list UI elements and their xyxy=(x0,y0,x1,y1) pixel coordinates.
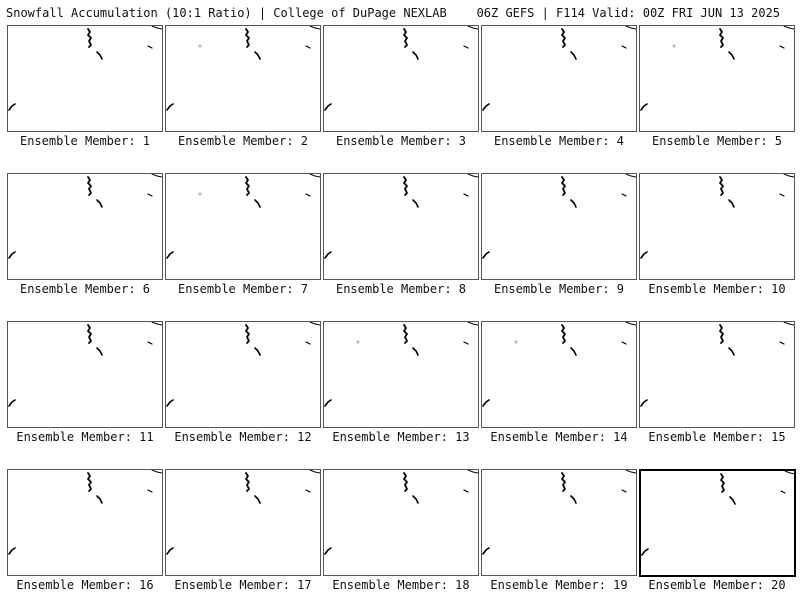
map-svg xyxy=(482,174,636,279)
coastline-corner-fragment xyxy=(152,470,162,473)
coastline-north-fragment xyxy=(246,473,249,491)
map-frame[interactable] xyxy=(323,469,479,576)
coastline-southwest-fragment xyxy=(642,549,648,555)
page-title: Snowfall Accumulation (10:1 Ratio) | College of DuPage NEXLAB xyxy=(6,6,447,20)
coastline-east-fragment xyxy=(780,46,784,48)
ensemble-member-label: Ensemble Member: 2 xyxy=(177,134,309,148)
map-svg xyxy=(166,174,320,279)
coastline-center-fragment xyxy=(255,52,260,59)
map-frame[interactable] xyxy=(165,469,321,576)
coastline-corner-fragment xyxy=(310,322,320,325)
map-svg xyxy=(166,26,320,131)
map-frame[interactable] xyxy=(323,25,479,132)
map-frame[interactable] xyxy=(481,25,637,132)
map-frame[interactable] xyxy=(639,469,796,577)
ensemble-panel-10[interactable] xyxy=(639,173,797,309)
coastline-corner-fragment xyxy=(468,470,478,473)
coastline-north-fragment xyxy=(721,474,724,492)
ensemble-member-label: Ensemble Member: 10 xyxy=(648,282,786,296)
faint-snowfall-marker xyxy=(198,192,202,196)
faint-snowfall-marker xyxy=(198,44,202,48)
coastline-north-fragment xyxy=(246,177,249,195)
ensemble-member-label: Ensemble Member: 19 xyxy=(490,578,628,592)
coastline-north-fragment xyxy=(720,325,723,343)
coastline-corner-fragment xyxy=(468,322,478,325)
ensemble-member-label: Ensemble Member: 17 xyxy=(174,578,312,592)
coastline-corner-fragment xyxy=(152,174,162,177)
coastline-east-fragment xyxy=(148,342,152,344)
ensemble-panel-18[interactable] xyxy=(323,469,481,605)
coastline-corner-fragment xyxy=(784,26,794,29)
coastline-center-fragment xyxy=(571,348,576,355)
coastline-east-fragment xyxy=(464,46,468,48)
coastline-corner-fragment xyxy=(152,322,162,325)
coastline-center-fragment xyxy=(413,348,418,355)
coastline-center-fragment xyxy=(413,496,418,503)
ensemble-member-label: Ensemble Member: 3 xyxy=(335,134,467,148)
coastline-southwest-fragment xyxy=(325,548,331,554)
map-svg xyxy=(8,174,162,279)
coastline-east-fragment xyxy=(148,46,152,48)
map-frame[interactable] xyxy=(7,173,163,280)
map-frame[interactable] xyxy=(165,173,321,280)
ensemble-member-label: Ensemble Member: 20 xyxy=(648,578,786,592)
ensemble-panel-11[interactable] xyxy=(7,321,165,457)
coastline-center-fragment xyxy=(571,52,576,59)
map-svg xyxy=(482,322,636,427)
ensemble-member-label: Ensemble Member: 14 xyxy=(490,430,628,444)
ensemble-panel-8[interactable] xyxy=(323,173,481,309)
map-svg xyxy=(166,322,320,427)
coastline-southwest-fragment xyxy=(325,252,331,258)
coastline-corner-fragment xyxy=(152,26,162,29)
faint-snowfall-marker xyxy=(356,340,360,344)
ensemble-member-label: Ensemble Member: 15 xyxy=(648,430,786,444)
coastline-corner-fragment xyxy=(626,470,636,473)
coastline-north-fragment xyxy=(404,473,407,491)
map-svg xyxy=(324,470,478,575)
coastline-north-fragment xyxy=(562,29,565,47)
ensemble-panel-2[interactable] xyxy=(165,25,323,161)
ensemble-member-label: Ensemble Member: 6 xyxy=(19,282,151,296)
coastline-north-fragment xyxy=(562,473,565,491)
ensemble-panel-15[interactable] xyxy=(639,321,797,457)
coastline-north-fragment xyxy=(404,29,407,47)
coastline-southwest-fragment xyxy=(641,104,647,110)
coastline-north-fragment xyxy=(246,29,249,47)
ensemble-member-label: Ensemble Member: 1 xyxy=(19,134,151,148)
map-svg xyxy=(640,26,794,131)
coastline-east-fragment xyxy=(781,491,785,493)
coastline-center-fragment xyxy=(255,496,260,503)
coastline-east-fragment xyxy=(780,194,784,196)
coastline-north-fragment xyxy=(88,177,91,195)
coastline-east-fragment xyxy=(306,46,310,48)
coastline-corner-fragment xyxy=(626,322,636,325)
coastline-center-fragment xyxy=(730,497,735,504)
coastline-east-fragment xyxy=(464,342,468,344)
coastline-southwest-fragment xyxy=(325,104,331,110)
ensemble-panel-13[interactable] xyxy=(323,321,481,457)
ensemble-member-label: Ensemble Member: 18 xyxy=(332,578,470,592)
coastline-center-fragment xyxy=(97,496,102,503)
ensemble-panel-19[interactable] xyxy=(481,469,639,605)
ensemble-panel-16[interactable] xyxy=(7,469,165,605)
coastline-east-fragment xyxy=(622,342,626,344)
coastline-southwest-fragment xyxy=(9,548,15,554)
coastline-southwest-fragment xyxy=(483,252,489,258)
coastline-center-fragment xyxy=(97,200,102,207)
map-frame[interactable] xyxy=(7,469,163,576)
coastline-southwest-fragment xyxy=(167,104,173,110)
ensemble-panel-4[interactable] xyxy=(481,25,639,161)
coastline-east-fragment xyxy=(306,194,310,196)
map-svg xyxy=(482,26,636,131)
coastline-east-fragment xyxy=(306,342,310,344)
coastline-center-fragment xyxy=(729,200,734,207)
ensemble-member-label: Ensemble Member: 13 xyxy=(332,430,470,444)
coastline-center-fragment xyxy=(729,52,734,59)
coastline-center-fragment xyxy=(255,348,260,355)
ensemble-panel-1[interactable] xyxy=(7,25,165,161)
map-svg xyxy=(324,322,478,427)
coastline-center-fragment xyxy=(571,496,576,503)
coastline-corner-fragment xyxy=(310,470,320,473)
coastline-corner-fragment xyxy=(468,26,478,29)
coastline-corner-fragment xyxy=(785,471,795,474)
coastline-north-fragment xyxy=(404,325,407,343)
coastline-southwest-fragment xyxy=(167,400,173,406)
map-frame[interactable] xyxy=(7,25,163,132)
coastline-center-fragment xyxy=(97,52,102,59)
map-svg xyxy=(324,26,478,131)
coastline-corner-fragment xyxy=(310,174,320,177)
coastline-center-fragment xyxy=(571,200,576,207)
map-frame[interactable] xyxy=(323,321,479,428)
map-frame[interactable] xyxy=(323,173,479,280)
faint-snowfall-marker xyxy=(672,44,676,48)
ensemble-member-label: Ensemble Member: 11 xyxy=(16,430,154,444)
coastline-center-fragment xyxy=(413,200,418,207)
coastline-east-fragment xyxy=(622,194,626,196)
coastline-southwest-fragment xyxy=(9,400,15,406)
coastline-corner-fragment xyxy=(784,174,794,177)
coastline-corner-fragment xyxy=(626,174,636,177)
coastline-east-fragment xyxy=(464,490,468,492)
faint-snowfall-marker xyxy=(514,340,518,344)
coastline-southwest-fragment xyxy=(325,400,331,406)
ensemble-panel-20[interactable] xyxy=(639,469,797,605)
coastline-center-fragment xyxy=(97,348,102,355)
map-frame[interactable] xyxy=(481,469,637,576)
coastline-southwest-fragment xyxy=(167,548,173,554)
coastline-north-fragment xyxy=(562,325,565,343)
ensemble-member-label: Ensemble Member: 12 xyxy=(174,430,312,444)
coastline-north-fragment xyxy=(88,325,91,343)
coastline-north-fragment xyxy=(720,177,723,195)
ensemble-panel-7[interactable] xyxy=(165,173,323,309)
map-frame[interactable] xyxy=(7,321,163,428)
ensemble-member-label: Ensemble Member: 7 xyxy=(177,282,309,296)
map-frame[interactable] xyxy=(481,321,637,428)
coastline-southwest-fragment xyxy=(9,104,15,110)
map-frame[interactable] xyxy=(165,25,321,132)
ensemble-panel-5[interactable] xyxy=(639,25,797,161)
coastline-corner-fragment xyxy=(626,26,636,29)
map-svg xyxy=(641,471,795,576)
ensemble-panel-14[interactable] xyxy=(481,321,639,457)
coastline-north-fragment xyxy=(720,29,723,47)
map-svg xyxy=(640,322,794,427)
ensemble-panel-3[interactable] xyxy=(323,25,481,161)
ensemble-panel-12[interactable] xyxy=(165,321,323,457)
map-svg xyxy=(482,470,636,575)
coastline-center-fragment xyxy=(413,52,418,59)
ensemble-member-label: Ensemble Member: 4 xyxy=(493,134,625,148)
coastline-southwest-fragment xyxy=(641,400,647,406)
ensemble-member-label: Ensemble Member: 8 xyxy=(335,282,467,296)
coastline-southwest-fragment xyxy=(9,252,15,258)
coastline-southwest-fragment xyxy=(483,400,489,406)
map-frame[interactable] xyxy=(481,173,637,280)
ensemble-panel-17[interactable] xyxy=(165,469,323,605)
map-frame[interactable] xyxy=(639,321,795,428)
coastline-east-fragment xyxy=(780,342,784,344)
coastline-southwest-fragment xyxy=(483,548,489,554)
ensemble-member-label: Ensemble Member: 5 xyxy=(651,134,783,148)
map-svg xyxy=(324,174,478,279)
map-svg xyxy=(8,26,162,131)
coastline-east-fragment xyxy=(622,46,626,48)
map-svg xyxy=(640,174,794,279)
coastline-east-fragment xyxy=(464,194,468,196)
map-frame[interactable] xyxy=(165,321,321,428)
map-svg xyxy=(8,470,162,575)
run-info: 06Z GEFS | F114 Valid: 00Z FRI JUN 13 2025 xyxy=(476,6,780,20)
coastline-corner-fragment xyxy=(310,26,320,29)
map-frame[interactable] xyxy=(639,173,795,280)
coastline-center-fragment xyxy=(729,348,734,355)
coastline-corner-fragment xyxy=(468,174,478,177)
coastline-southwest-fragment xyxy=(167,252,173,258)
coastline-north-fragment xyxy=(404,177,407,195)
coastline-southwest-fragment xyxy=(641,252,647,258)
map-frame[interactable] xyxy=(639,25,795,132)
map-svg xyxy=(8,322,162,427)
ensemble-member-label: Ensemble Member: 9 xyxy=(493,282,625,296)
coastline-north-fragment xyxy=(88,29,91,47)
coastline-north-fragment xyxy=(88,473,91,491)
coastline-corner-fragment xyxy=(784,322,794,325)
coastline-southwest-fragment xyxy=(483,104,489,110)
coastline-north-fragment xyxy=(246,325,249,343)
coastline-center-fragment xyxy=(255,200,260,207)
coastline-east-fragment xyxy=(306,490,310,492)
ensemble-panel-6[interactable] xyxy=(7,173,165,309)
coastline-east-fragment xyxy=(148,490,152,492)
ensemble-member-label: Ensemble Member: 16 xyxy=(16,578,154,592)
coastline-north-fragment xyxy=(562,177,565,195)
map-svg xyxy=(166,470,320,575)
coastline-east-fragment xyxy=(622,490,626,492)
coastline-east-fragment xyxy=(148,194,152,196)
ensemble-panel-9[interactable] xyxy=(481,173,639,309)
